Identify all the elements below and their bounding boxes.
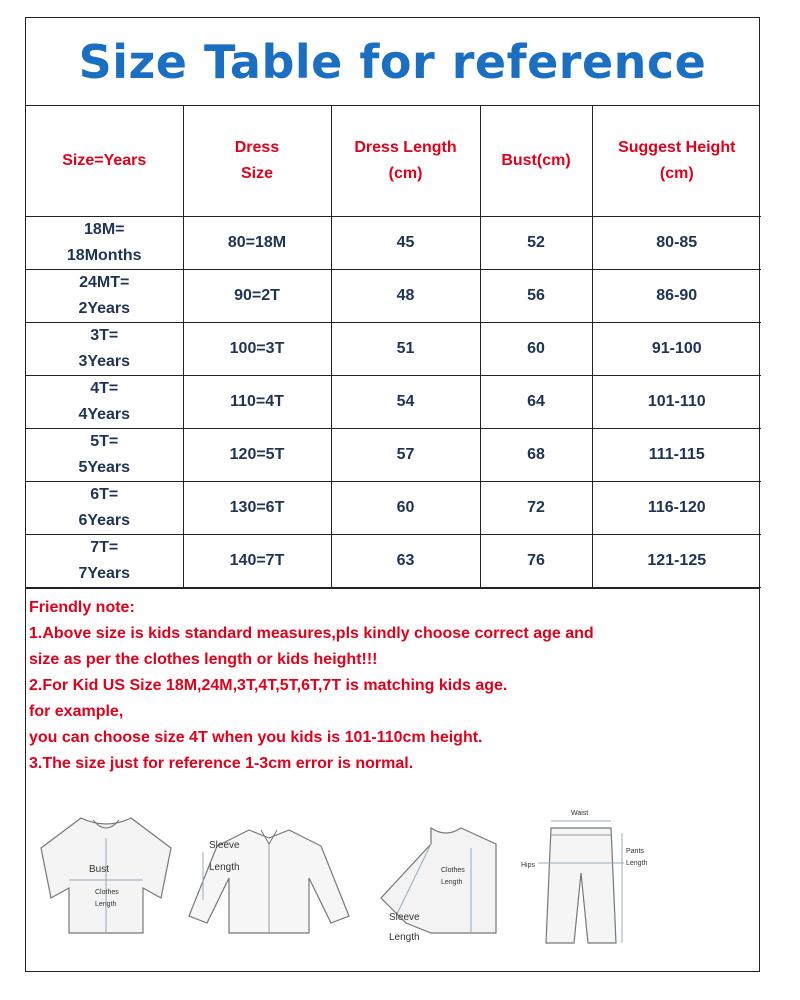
cell-text: 60 — [396, 499, 415, 516]
tshirt-diagram-icon — [31, 808, 181, 938]
header-line: Size=Years — [62, 152, 147, 169]
pants-diagram-icon — [516, 803, 656, 953]
cell-text: 48 — [396, 287, 415, 304]
cell-text: 130=6T — [229, 499, 285, 516]
cell-text: 76 — [527, 552, 545, 569]
header-line: (cm) — [659, 165, 694, 182]
cell-text: 45 — [396, 234, 415, 251]
note-line: 2.For Kid US Size 18M,24M,3T,4T,5T,6T,7T is matching kids age. — [29, 677, 508, 694]
cell-text: 5Years — [78, 459, 131, 476]
shirt-label-length: Length — [209, 862, 240, 873]
cell-text: 51 — [396, 340, 415, 357]
sweater-label-sleeve: Sleeve — [389, 912, 420, 923]
cell-dress-size — [183, 270, 331, 323]
cell-suggest-height — [592, 270, 761, 323]
cell-text: 6Years — [78, 512, 131, 529]
cell-text: 100=3T — [229, 340, 285, 357]
cell-suggest-height — [592, 217, 761, 270]
cell-size-years — [26, 535, 183, 588]
cell-dress-length — [331, 535, 480, 588]
cell-suggest-height — [592, 376, 761, 429]
friendly-notes — [26, 588, 759, 777]
cell-bust — [480, 323, 592, 376]
header-line: Size — [240, 165, 273, 182]
cell-text: 101-110 — [647, 393, 706, 410]
cell-size-years — [26, 323, 183, 376]
cell-text: 86-90 — [656, 287, 698, 304]
cell-text: 4T= — [90, 380, 119, 397]
cell-text: 90=2T — [234, 287, 280, 304]
cell-text: 60 — [527, 340, 545, 357]
pants-label-length: Length — [626, 860, 648, 867]
cell-text: 57 — [396, 446, 415, 463]
header-dress-size — [183, 106, 331, 217]
header-bust — [480, 106, 592, 217]
pants-label-waist: Waist — [571, 810, 589, 817]
cell-size-years — [26, 482, 183, 535]
tshirt-label-bust: Bust — [89, 864, 110, 875]
cell-text: 110=4T — [230, 393, 284, 410]
table-row — [26, 217, 761, 270]
tshirt-label-clothes: Clothes — [95, 889, 119, 896]
cell-text: 5T= — [90, 433, 119, 450]
cell-text: 3T= — [90, 327, 119, 344]
cell-suggest-height — [592, 482, 761, 535]
cell-text: 54 — [396, 393, 415, 410]
cell-text: 80=18M — [227, 234, 287, 251]
header-dress-length — [331, 106, 480, 217]
table-row — [26, 376, 761, 429]
header-size-years — [26, 106, 183, 217]
size-chart-frame — [25, 17, 760, 972]
cell-text: 3Years — [78, 353, 131, 370]
shirt-diagram-icon — [181, 808, 356, 938]
cell-text: 24MT= — [79, 274, 130, 291]
pants-label-hips: Hips — [521, 862, 536, 869]
page-title: Size Table for reference — [78, 34, 707, 89]
cell-size-years — [26, 376, 183, 429]
cell-dress-length — [331, 376, 480, 429]
cell-dress-length — [331, 270, 480, 323]
cell-dress-length — [331, 217, 480, 270]
cell-text: 7T= — [90, 539, 119, 556]
cell-text: 72 — [527, 499, 545, 516]
table-row — [26, 323, 761, 376]
cell-text: 7Years — [78, 565, 131, 582]
cell-text: 2Years — [78, 300, 131, 317]
size-table — [26, 106, 761, 588]
table-header-row — [26, 106, 761, 217]
table-row — [26, 270, 761, 323]
cell-text: 64 — [527, 393, 545, 410]
cell-bust — [480, 270, 592, 323]
cell-suggest-height — [592, 535, 761, 588]
header-line: (cm) — [388, 165, 423, 182]
cell-text: 18M= — [84, 221, 125, 238]
cell-text: 121-125 — [647, 552, 707, 569]
cell-size-years — [26, 217, 183, 270]
note-line: you can choose size 4T when you kids is 101-110cm height. — [29, 729, 483, 746]
cell-dress-size — [183, 429, 331, 482]
cell-dress-size — [183, 535, 331, 588]
cell-text: 120=5T — [229, 446, 285, 463]
cell-text: 111-115 — [648, 446, 705, 463]
table-row — [26, 535, 761, 588]
shirt-label-sleeve: Sleeve — [209, 840, 240, 851]
note-line: Friendly note: — [29, 599, 135, 616]
header-line: Bust(cm) — [501, 152, 571, 169]
cell-text: 140=7T — [229, 552, 285, 569]
header-suggest-height — [592, 106, 761, 217]
cell-text: 4Years — [78, 406, 131, 423]
cell-dress-size — [183, 217, 331, 270]
cell-dress-length — [331, 482, 480, 535]
header-line: Dress — [234, 139, 280, 156]
sweater-label-sleeve-length: Length — [389, 932, 420, 943]
cell-bust — [480, 482, 592, 535]
cell-text: 68 — [527, 446, 545, 463]
header-line: Suggest Height — [618, 139, 736, 156]
table-row — [26, 429, 761, 482]
note-line: for example, — [29, 703, 124, 720]
cell-text: 116-120 — [647, 499, 706, 516]
cell-text: 56 — [527, 287, 545, 304]
tshirt-label-length: Length — [95, 901, 117, 908]
sweater-diagram-icon — [351, 808, 521, 948]
note-line: size as per the clothes length or kids height!!! — [29, 651, 378, 668]
cell-bust — [480, 217, 592, 270]
cell-text: 52 — [527, 234, 545, 251]
cell-bust — [480, 535, 592, 588]
cell-dress-size — [183, 323, 331, 376]
cell-size-years — [26, 270, 183, 323]
cell-size-years — [26, 429, 183, 482]
cell-suggest-height — [592, 323, 761, 376]
note-line: 3.The size just for reference 1-3cm error is normal. — [29, 755, 414, 772]
pants-label-pants: Pants — [626, 848, 644, 855]
cell-text: 63 — [396, 552, 415, 569]
note-line: 1.Above size is kids standard measures,pls kindly choose correct age and — [29, 625, 594, 642]
cell-text: 91-100 — [651, 340, 702, 357]
cell-text: 6T= — [90, 486, 119, 503]
cell-dress-length — [331, 323, 480, 376]
cell-suggest-height — [592, 429, 761, 482]
cell-text: 80-85 — [656, 234, 698, 251]
title-bar — [26, 18, 759, 106]
sweater-label-length: Length — [441, 879, 463, 886]
cell-dress-size — [183, 376, 331, 429]
cell-text: 18Months — [66, 247, 142, 264]
header-line: Dress Length — [354, 139, 457, 156]
sweater-label-clothes: Clothes — [441, 867, 465, 874]
cell-bust — [480, 376, 592, 429]
cell-bust — [480, 429, 592, 482]
cell-dress-length — [331, 429, 480, 482]
table-row — [26, 482, 761, 535]
measurement-diagrams — [26, 798, 761, 968]
cell-dress-size — [183, 482, 331, 535]
